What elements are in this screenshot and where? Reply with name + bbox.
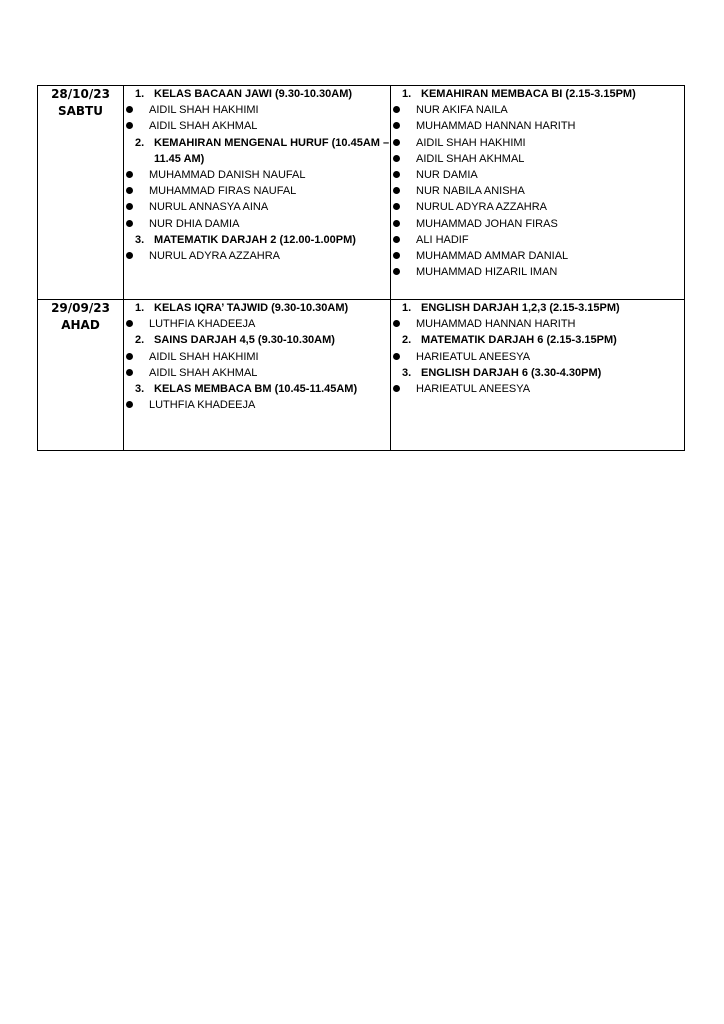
bullet-icon [126,171,133,178]
student-name: MUHAMMAD DANISH NAUFAL [149,169,306,182]
session-title: KEMAHIRAN MEMBACA BI (2.15-3.15PM) [421,88,636,100]
session-title: MATEMATIK DARJAH 6 (2.15-3.15PM) [421,334,617,347]
student-name: AIDIL SHAH AKHMAL [149,366,258,379]
student-name: ALI HADIF [416,233,469,246]
student-list-item [391,264,684,280]
bullet-icon [393,353,400,360]
student-name: LUTHFIA KHADEEJA [149,399,256,412]
class-session-heading [124,86,390,102]
student-name: AIDIL SHAH HAKHIMI [149,104,259,117]
session-title: KELAS IQRA’ TAJWID (9.30-10.30AM) [154,302,349,314]
afternoon-session-list [391,300,684,397]
student-list-item [391,248,684,264]
class-session-heading [124,300,390,316]
bullet-icon [126,369,133,376]
class-session-heading [124,381,390,397]
afternoon-sessions-cell [391,300,685,451]
class-session-heading [391,300,684,316]
session-title: ENGLISH DARJAH 1,2,3 (2.15-3.15PM) [421,302,620,314]
student-name: NUR DAMIA [416,169,478,182]
student-list-item [124,216,390,232]
bullet-icon [393,320,400,327]
bullet-icon [393,122,400,129]
date-text: 29/09/23 [51,301,110,315]
student-list-item [391,316,684,332]
student-list-item [391,349,684,365]
session-number: 1. [135,88,145,100]
session-title: SAINS DARJAH 4,5 (9.30-10.30AM) [154,334,335,347]
student-name: MUHAMMAD AMMAR DANIAL [416,250,569,263]
class-session-heading [124,332,390,348]
student-list-item [124,167,390,183]
class-session-heading [124,135,390,167]
student-name: HARIEATUL ANEESYA [416,350,531,363]
bullet-icon [126,320,133,327]
schedule-row-2 [38,300,685,451]
student-name: NUR NABILA ANISHA [416,185,525,198]
student-list-item [124,397,390,413]
student-name: AIDIL SHAH AKHMAL [149,120,258,133]
bullet-icon [393,139,400,146]
class-session-heading [391,86,684,102]
student-name: NUR DHIA DAMIA [149,217,240,230]
student-list-item [124,248,390,264]
bullet-icon [393,385,400,392]
student-list-item [124,183,390,199]
session-number: 1. [402,302,412,314]
bullet-icon [393,171,400,178]
bullet-icon [126,203,133,210]
student-name: NUR AKIFA NAILA [416,104,508,117]
class-session-heading [391,365,684,381]
session-number: 1. [402,88,412,100]
student-name: AIDIL SHAH AKHMAL [416,152,525,165]
student-name: NURUL ANNASYA AINA [149,201,269,214]
student-list-item [391,381,684,397]
student-list-item [391,118,684,134]
student-name: LUTHFIA KHADEEJA [149,318,256,331]
session-number: 2. [135,334,145,347]
bullet-icon [126,353,133,360]
session-number: 3. [135,383,145,396]
student-list-item [391,167,684,183]
session-title: MATEMATIK DARJAH 2 (12.00-1.00PM) [154,233,356,246]
student-list-item [124,349,390,365]
bullet-icon [393,155,400,162]
session-title: KELAS BACAAN JAWI (9.30-10.30AM) [154,88,353,100]
student-name: NURUL ADYRA AZZAHRA [149,250,281,263]
morning-sessions-cell [124,86,391,300]
day-text: AHAD [61,318,100,332]
student-name: HARIEATUL ANEESYA [416,383,531,396]
student-list-item [391,135,684,151]
session-number: 2. [135,136,145,149]
bullet-icon [126,187,133,194]
day-text: SABTU [57,104,103,118]
student-name: MUHAMMAD HIZARIL IMAN [416,266,558,279]
date-cell [38,86,124,300]
student-list-item [124,102,390,118]
bullet-icon [393,252,400,259]
student-list-item [391,102,684,118]
date-cell [38,300,124,451]
student-list-item [391,183,684,199]
student-list-item [391,216,684,232]
student-list-item [391,232,684,248]
bullet-icon [393,236,400,243]
afternoon-session-list [391,86,684,280]
bullet-icon [393,220,400,227]
student-name: AIDIL SHAH HAKHIMI [149,350,259,363]
schedule-row-1 [38,86,685,300]
bullet-icon [393,187,400,194]
student-list-item [391,199,684,215]
session-number: 2. [402,334,412,347]
student-name: MUHAMMAD HANNAN HARITH [416,120,576,133]
session-title: KEMAHIRAN MENGENAL HURUF (10.45AM – 11.45 AM) [154,136,390,165]
class-session-heading [124,232,390,248]
afternoon-sessions-cell [391,86,685,300]
bullet-icon [393,268,400,275]
student-list-item [124,118,390,134]
schedule-table [37,85,685,451]
session-title: ENGLISH DARJAH 6 (3.30-4.30PM) [421,366,602,379]
morning-session-list [124,300,390,413]
morning-session-list [124,86,390,264]
student-list-item [124,199,390,215]
morning-sessions-cell [124,300,391,451]
bullet-icon [126,401,133,408]
class-session-heading [391,332,684,348]
student-name: MUHAMMAD FIRAS NAUFAL [149,185,297,198]
bullet-icon [126,122,133,129]
session-number: 3. [135,233,145,246]
student-name: AIDIL SHAH HAKHIMI [416,136,526,149]
date-text: 28/10/23 [51,87,110,101]
student-name: MUHAMMAD HANNAN HARITH [416,318,576,331]
bullet-icon [126,106,133,113]
student-name: MUHAMMAD JOHAN FIRAS [416,217,558,230]
student-name: NURUL ADYRA AZZAHRA [416,201,548,214]
session-title: KELAS MEMBACA BM (10.45-11.45AM) [154,383,358,396]
student-list-item [391,151,684,167]
bullet-icon [393,203,400,210]
session-number: 3. [402,366,412,379]
student-list-item [124,365,390,381]
bullet-icon [126,252,133,259]
session-number: 1. [135,302,145,314]
bullet-icon [393,106,400,113]
student-list-item [124,316,390,332]
bullet-icon [126,220,133,227]
